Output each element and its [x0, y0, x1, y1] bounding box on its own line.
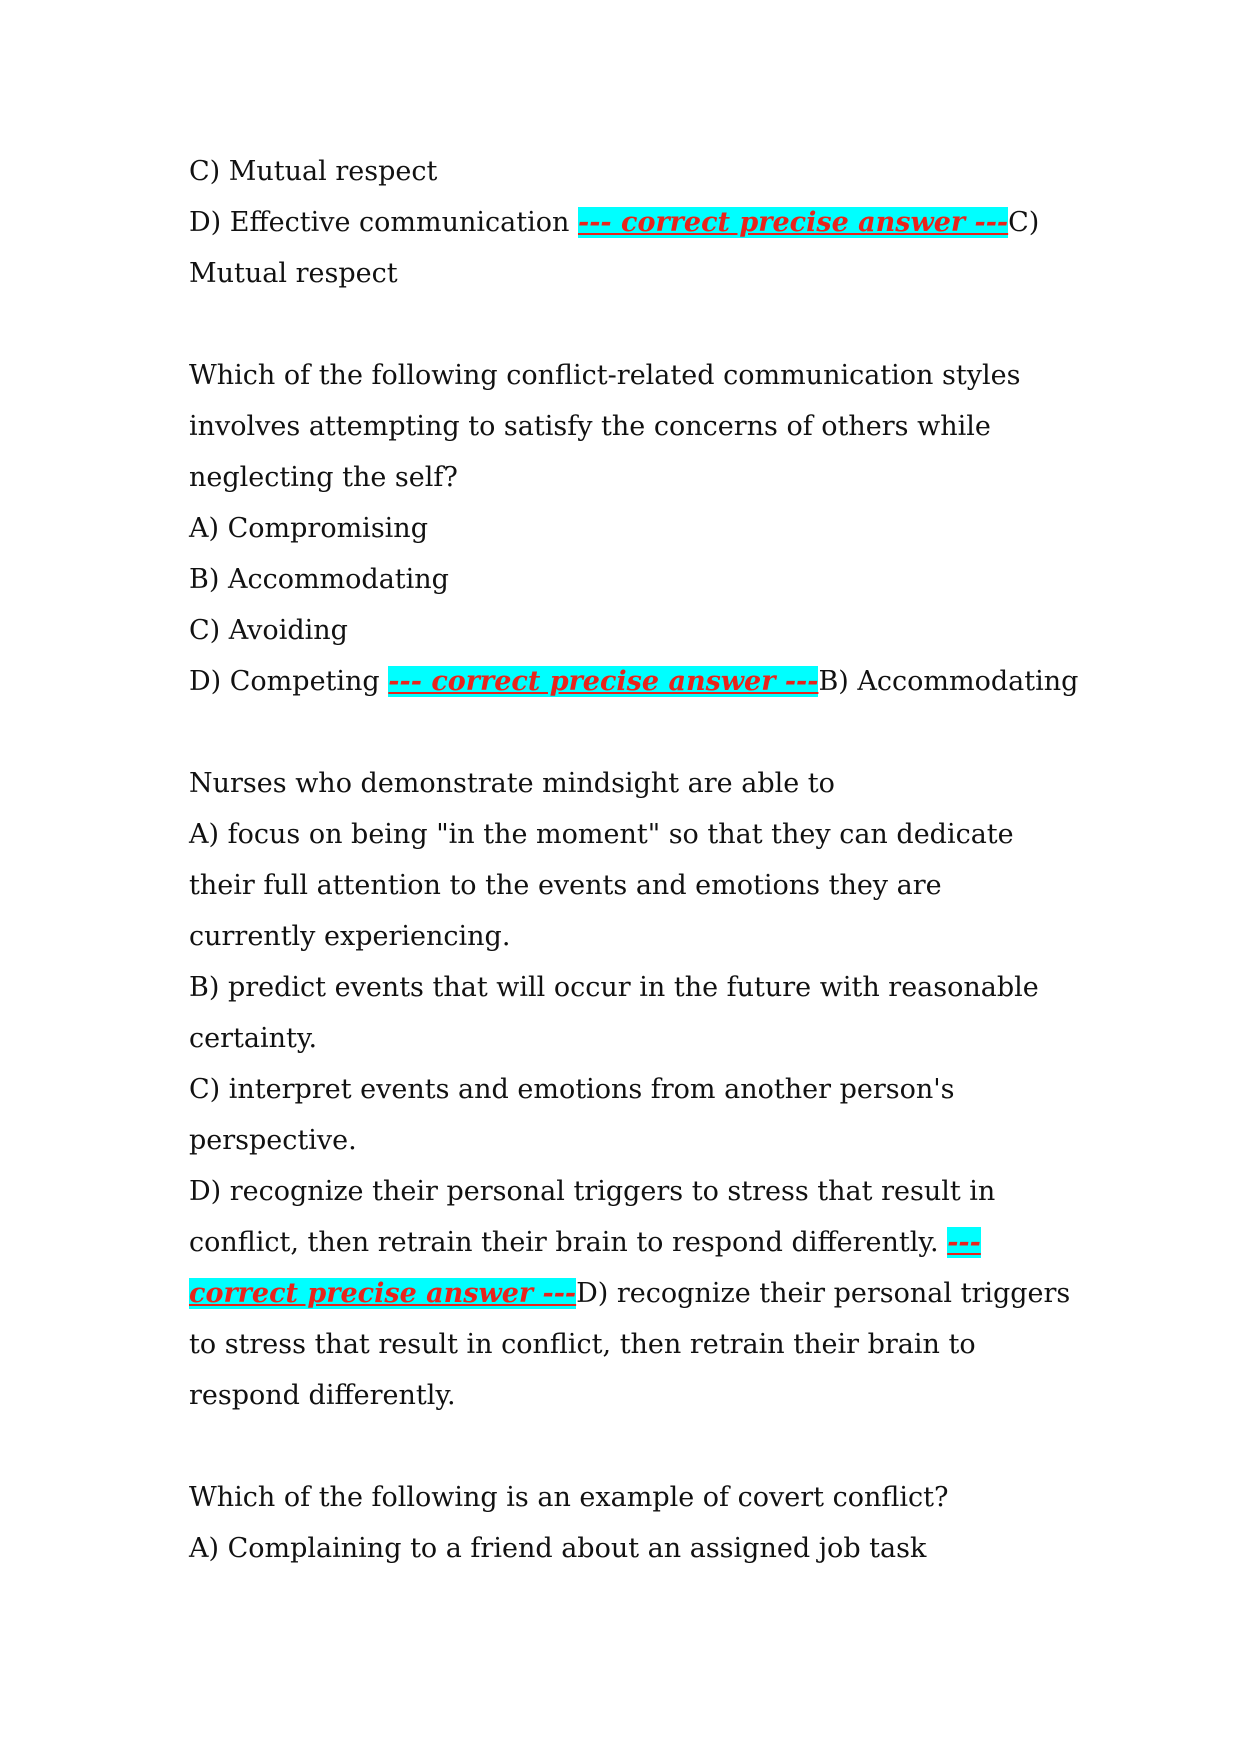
q0-answer-text-cont: Mutual respect [189, 258, 398, 289]
q2-answer-line [189, 1268, 1069, 1319]
q2-option-a-line: A) focus on being "in the moment" so that they can dedicate [189, 819, 1014, 850]
q2-option-d-line [189, 1217, 1069, 1268]
q3-option-a: A) Complaining to a friend about an assigned job task [189, 1533, 927, 1564]
q1-answer-marker: --- correct precise answer --- [388, 666, 819, 697]
q2-answer-text: D) recognize their personal triggers [576, 1278, 1071, 1309]
q0-option-c: C) Mutual respect [189, 156, 438, 187]
q1-option-b: B) Accommodating [189, 564, 449, 595]
q2-answer-text-cont: to stress that result in conflict, then retrain their brain to [189, 1329, 976, 1360]
spacer [189, 299, 1069, 350]
q2-option-d-text: conflict, then retrain their brain to respond differently. [189, 1227, 948, 1258]
q1-option-a: A) Compromising [189, 513, 428, 544]
q0-option-d: D) Effective communication [189, 207, 578, 238]
q2-answer-text-cont: respond differently. [189, 1380, 456, 1411]
q1-stem-line: neglecting the self? [189, 462, 458, 493]
q2-option-d-line: D) recognize their personal triggers to stress that result in [189, 1176, 996, 1207]
q0-answer-text: C) [1008, 207, 1040, 238]
q1-stem-line: Which of the following conflict-related communication styles [189, 360, 1021, 391]
q3-stem: Which of the following is an example of covert conflict? [189, 1482, 949, 1513]
q2-option-b-line: certainty. [189, 1023, 318, 1054]
document-page [189, 146, 1079, 1574]
q2-option-c-line: perspective. [189, 1125, 357, 1156]
q2-answer-marker-part1: --- [947, 1227, 981, 1258]
q0-answer-marker: --- correct precise answer --- [577, 207, 1009, 238]
q2-option-a-line: currently experiencing. [189, 921, 511, 952]
q1-answer-text: B) Accommodating [818, 666, 1079, 697]
q1-option-d-line [189, 656, 1079, 707]
q2-answer-marker-part2: correct precise answer --- [189, 1278, 577, 1309]
q2-option-c-line: C) interpret events and emotions from another person's [189, 1074, 955, 1105]
q0-option-d-line [189, 197, 1069, 248]
spacer [189, 1421, 1069, 1472]
q1-option-c: C) Avoiding [189, 615, 348, 646]
q1-option-d: D) Competing [189, 666, 389, 697]
spacer [189, 707, 1069, 758]
q1-stem-line: involves attempting to satisfy the concerns of others while [189, 411, 991, 442]
q2-stem: Nurses who demonstrate mindsight are able to [189, 768, 835, 799]
q2-option-a-line: their full attention to the events and emotions they are [189, 870, 942, 901]
q2-option-b-line: B) predict events that will occur in the future with reasonable [189, 972, 1039, 1003]
